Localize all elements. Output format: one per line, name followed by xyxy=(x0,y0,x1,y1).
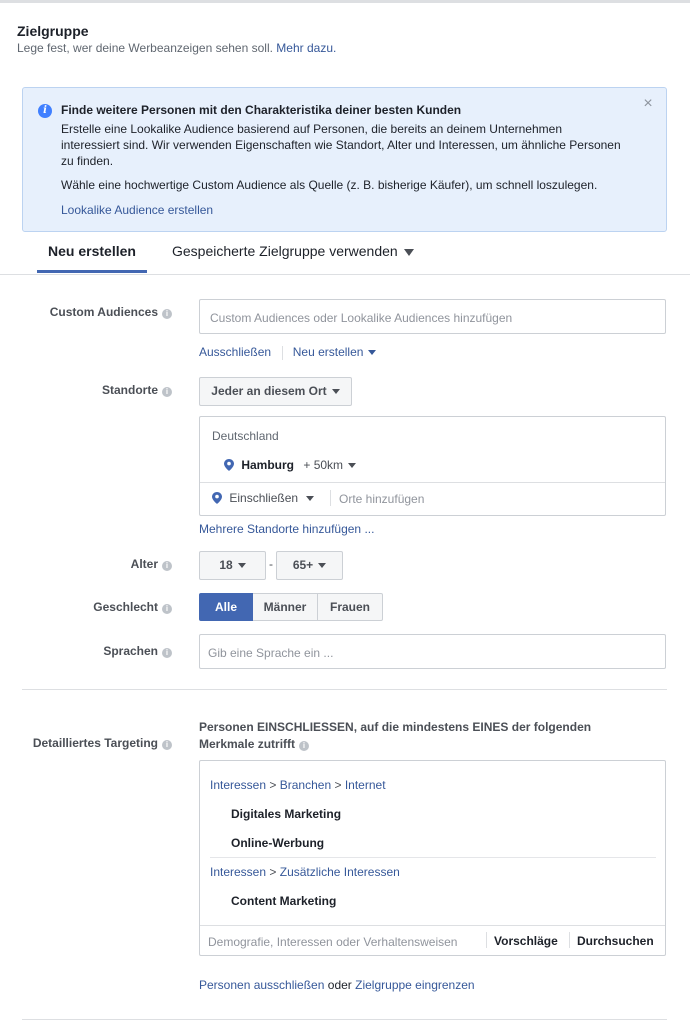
exclude-people-link[interactable]: Personen ausschließen xyxy=(199,978,325,992)
targeting-description-text: Personen EINSCHLIESSEN, auf die mindestens EINES der folgenden Merkmale zutrifft xyxy=(199,720,592,751)
location-pin-icon xyxy=(212,492,222,504)
help-icon[interactable]: i xyxy=(162,604,172,614)
group-divider xyxy=(210,857,656,858)
tab-saved-audience[interactable] xyxy=(172,243,414,259)
chevron-down-icon xyxy=(332,389,340,394)
targeting-divider xyxy=(569,932,570,948)
gender-option-women[interactable]: Frauen xyxy=(318,593,383,621)
age-max-value: 65+ xyxy=(292,558,314,572)
help-icon[interactable]: i xyxy=(162,740,172,750)
tab-create-new[interactable]: Neu erstellen xyxy=(48,243,136,259)
info-heading: Finde weitere Personen mit den Charakteristika deiner besten Kunden xyxy=(61,103,462,117)
exclude-audience-link[interactable]: Ausschließen xyxy=(199,345,272,359)
languages-input[interactable] xyxy=(199,634,666,669)
create-audience-label: Neu erstellen xyxy=(292,345,364,359)
help-icon[interactable]: i xyxy=(162,561,172,571)
path-link[interactable]: Branchen xyxy=(279,778,332,792)
chevron-down-icon xyxy=(348,463,356,468)
location-divider xyxy=(200,482,665,483)
include-value: Einschließen xyxy=(229,491,299,505)
browse-button[interactable]: Durchsuchen xyxy=(577,934,654,948)
create-audience-link[interactable] xyxy=(293,345,377,359)
age-label-text: Alter xyxy=(130,557,158,571)
section-divider xyxy=(22,1019,667,1020)
tab-divider xyxy=(0,274,690,275)
lookalike-info-box xyxy=(22,87,667,232)
chevron-down-icon xyxy=(238,563,246,568)
custom-audiences-label-text: Custom Audiences xyxy=(49,305,158,319)
detailed-targeting-label xyxy=(22,736,172,750)
chevron-down-icon xyxy=(404,249,414,256)
targeting-item[interactable]: Content Marketing xyxy=(231,894,337,908)
path-separator: > xyxy=(269,778,277,792)
chevron-down-icon xyxy=(368,350,376,355)
path-link[interactable]: Zusätzliche Interessen xyxy=(279,865,400,879)
active-tab-indicator xyxy=(37,270,147,273)
path-link[interactable]: Interessen xyxy=(210,865,267,879)
create-lookalike-link[interactable]: Lookalike Audience erstellen xyxy=(61,203,214,217)
help-icon[interactable]: i xyxy=(162,309,172,319)
or-text: oder xyxy=(327,978,352,992)
age-separator: - xyxy=(269,557,273,571)
help-icon[interactable]: i xyxy=(162,387,172,397)
locations-label-text: Standorte xyxy=(101,383,158,397)
include-divider xyxy=(330,490,331,506)
include-dropdown[interactable] xyxy=(212,491,314,505)
location-box xyxy=(199,416,666,516)
gender-label-text: Geschlecht xyxy=(93,600,158,614)
path-link[interactable]: Internet xyxy=(344,778,386,792)
targeting-path xyxy=(210,778,386,792)
targeting-item[interactable]: Online-Werbung xyxy=(231,836,325,850)
path-separator: > xyxy=(269,865,277,879)
custom-audience-placeholder: Custom Audiences oder Lookalike Audiences hinzufügen xyxy=(210,311,513,325)
targeting-item[interactable]: Digitales Marketing xyxy=(231,807,342,821)
add-multiple-locations-link[interactable]: Mehrere Standorte hinzufügen ... xyxy=(199,522,375,536)
gender-label xyxy=(22,600,172,614)
languages-label xyxy=(22,644,172,658)
help-icon[interactable]: i xyxy=(299,741,309,751)
tab-saved-audience-label: Gespeicherte Zielgruppe verwenden xyxy=(172,243,398,259)
close-icon[interactable]: × xyxy=(643,95,653,112)
location-type-dropdown[interactable] xyxy=(199,377,352,406)
targeting-search-input[interactable]: Demografie, Interessen oder Verhaltensweisen xyxy=(208,935,458,949)
section-title: Zielgruppe xyxy=(17,23,89,39)
custom-audiences-label xyxy=(22,305,172,319)
chevron-down-icon xyxy=(318,563,326,568)
subtitle-text: Lege fest, wer deine Werbeanzeigen sehen soll. xyxy=(17,41,273,55)
custom-audience-actions xyxy=(199,345,376,360)
location-country: Deutschland xyxy=(212,429,279,443)
gender-option-men[interactable]: Männer xyxy=(253,593,318,621)
targeting-box xyxy=(199,760,666,956)
targeting-footer xyxy=(199,978,475,992)
targeting-description xyxy=(199,719,629,753)
targeting-divider xyxy=(486,932,487,948)
languages-label-text: Sprachen xyxy=(103,644,158,658)
info-body: Erstelle eine Lookalike Audience basierend auf Personen, die bereits an deinem Unternehmen interessiert sind. Wir verwenden Eigenschaften wie Standort, Alter und Interessen, um ähnliche Personen zu finden. xyxy=(61,122,621,168)
section-subtitle xyxy=(17,41,336,55)
add-locations-input[interactable]: Orte hinzufügen xyxy=(339,492,425,506)
section-divider xyxy=(22,689,667,690)
info-icon: i xyxy=(38,104,52,118)
location-city-row xyxy=(224,458,356,472)
custom-audience-input[interactable] xyxy=(199,299,666,334)
info-body-secondary: Wähle eine hochwertige Custom Audience als Quelle (z. B. bisherige Käufer), um schnell loszulegen. xyxy=(61,178,598,192)
location-type-value: Jeder an diesem Ort xyxy=(211,384,327,398)
radius-dropdown[interactable] xyxy=(303,458,356,472)
path-link[interactable]: Interessen xyxy=(210,778,267,792)
radius-value: + 50km xyxy=(303,458,344,472)
suggestions-button[interactable]: Vorschläge xyxy=(494,934,558,948)
locations-label xyxy=(22,383,172,397)
location-pin-icon xyxy=(224,459,234,471)
languages-placeholder: Gib eine Sprache ein ... xyxy=(208,646,334,660)
gender-option-all[interactable]: Alle xyxy=(199,593,253,621)
top-border xyxy=(0,0,690,3)
help-icon[interactable]: i xyxy=(162,648,172,658)
age-min-dropdown[interactable] xyxy=(199,551,266,580)
learn-more-link[interactable]: Mehr dazu. xyxy=(276,41,337,55)
age-max-dropdown[interactable] xyxy=(276,551,343,580)
narrow-audience-link[interactable]: Zielgruppe eingrenzen xyxy=(355,978,475,992)
path-separator: > xyxy=(334,778,342,792)
age-min-value: 18 xyxy=(219,558,233,572)
targeting-input-divider xyxy=(200,925,665,926)
chevron-down-icon xyxy=(306,496,314,501)
detailed-targeting-label-text: Detailliertes Targeting xyxy=(32,736,158,750)
location-city: Hamburg xyxy=(241,458,295,472)
age-label xyxy=(22,557,172,571)
action-divider xyxy=(282,346,283,360)
targeting-path xyxy=(210,865,400,879)
